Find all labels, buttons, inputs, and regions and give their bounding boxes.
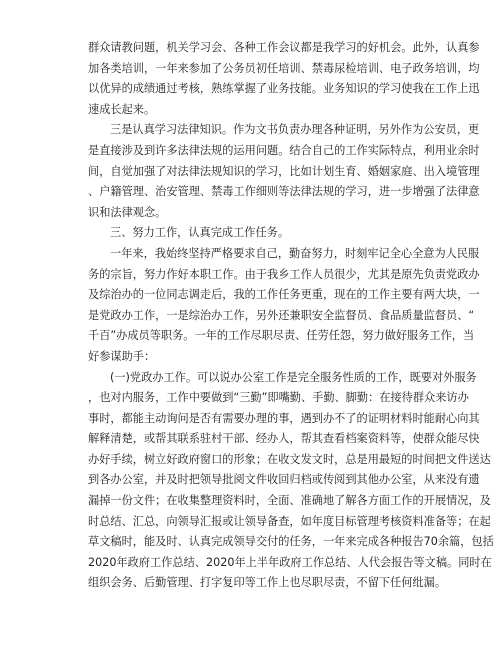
text-line: 加各类培训，一年来参加了公务员初任培训、禁毒尿检培训、电子政务培训，均	[88, 61, 480, 75]
text-line: 群众请教问题，机关学习会、各种工作会议都是我学习的好机会。此外，认真参	[88, 41, 480, 54]
text-line: 组织会务、后勤管理、打字复印等工作上也尽职尽责，不留下任何纰漏。	[88, 576, 447, 590]
text-line: 到各办公室，并及时把领导批阅文件收回归档或传阅到其他办公室，从来没有遗	[88, 473, 480, 487]
text-line: (一)党政办工作。可以说办公室工作是完全服务性质的工作，既要对外服务	[110, 370, 477, 384]
text-line: 时总结、汇总，向领导汇报或让领导备查，如年度目标管理考核资料准备等；在起	[88, 514, 491, 528]
text-line: 事时，都能主动询问是否有需要办理的事，遇到办不了的证明材料时能耐心向其	[88, 411, 480, 425]
text-line: 办好手续，树立好政府窗口的形象；在收文发文时，总是用最短的时间把文件送达	[88, 452, 491, 466]
text-line: 是直接涉及到许多法律法规的运用问题。结合自己的工作实际特点，利用业余时	[88, 143, 480, 157]
text-line: 漏掉一份文件；在收集整理资料时，全面、准确地了解各方面工作的开展情况，及	[88, 494, 491, 508]
body-text	[88, 38, 494, 594]
text-line: 一年来，我始终坚持严格要求自己，勤奋努力，时刻牢记全心全意为人民服	[110, 246, 480, 260]
text-line: 、户籍管理、治安管理、禁毒工作细则等法律法规的学习，进一步增强了法律意	[88, 185, 480, 199]
text-line: 及综治办的一位同志调走后，我的工作任务更重，现在的工作主要有两大块，一	[88, 288, 480, 302]
text-line: 千百”办成员等职务。一年的工作尽职尽责、任劳任怨，努力做好服务工作，当	[88, 329, 475, 343]
text-line: 三、努力工作，认真完成工作任务。	[110, 226, 290, 240]
text-line: 好参谋助手：	[88, 349, 156, 363]
text-line: 三是认真学习法律知识。作为文书负责办理各种证明，另外作为公安员，更	[110, 123, 480, 137]
text-line: 2020年政府工作总结、2020年上半年政府工作总结、人代会报告等文稿。同时在	[88, 555, 492, 569]
text-line: 以优异的成绩通过考核，熟练掌握了业务技能。业务知识的学习使我在工作上迅	[88, 82, 480, 96]
text-line: 是党政办工作，一是综治办工作，另外还兼职安全监督员、食品质量监督员、“	[88, 308, 475, 322]
text-line: 识和法律观念。	[88, 205, 167, 219]
text-line: 解释清楚，或帮其联系驻村干部、经办人，帮其查看档案资料等，使群众能尽快	[88, 432, 480, 446]
text-line: 速成长起来。	[88, 102, 156, 116]
text-line: ，也对内服务，工作中要做到“三勤”即嘴勤、手勤、脚勤：在接待群众来访办	[88, 391, 469, 405]
text-line: 草文稿时，能及时、认真完成领导交付的任务，一年来完成各种报告70余篇，包括	[88, 535, 494, 549]
text-line: 间，自觉加强了对法律法规知识的学习，比如计划生育、婚姻家庭、出入境管理	[88, 164, 480, 178]
text-line: 务的宗旨，努力作好本职工作。由于我乡工作人员很少，尤其是原先负责党政办	[88, 267, 480, 281]
